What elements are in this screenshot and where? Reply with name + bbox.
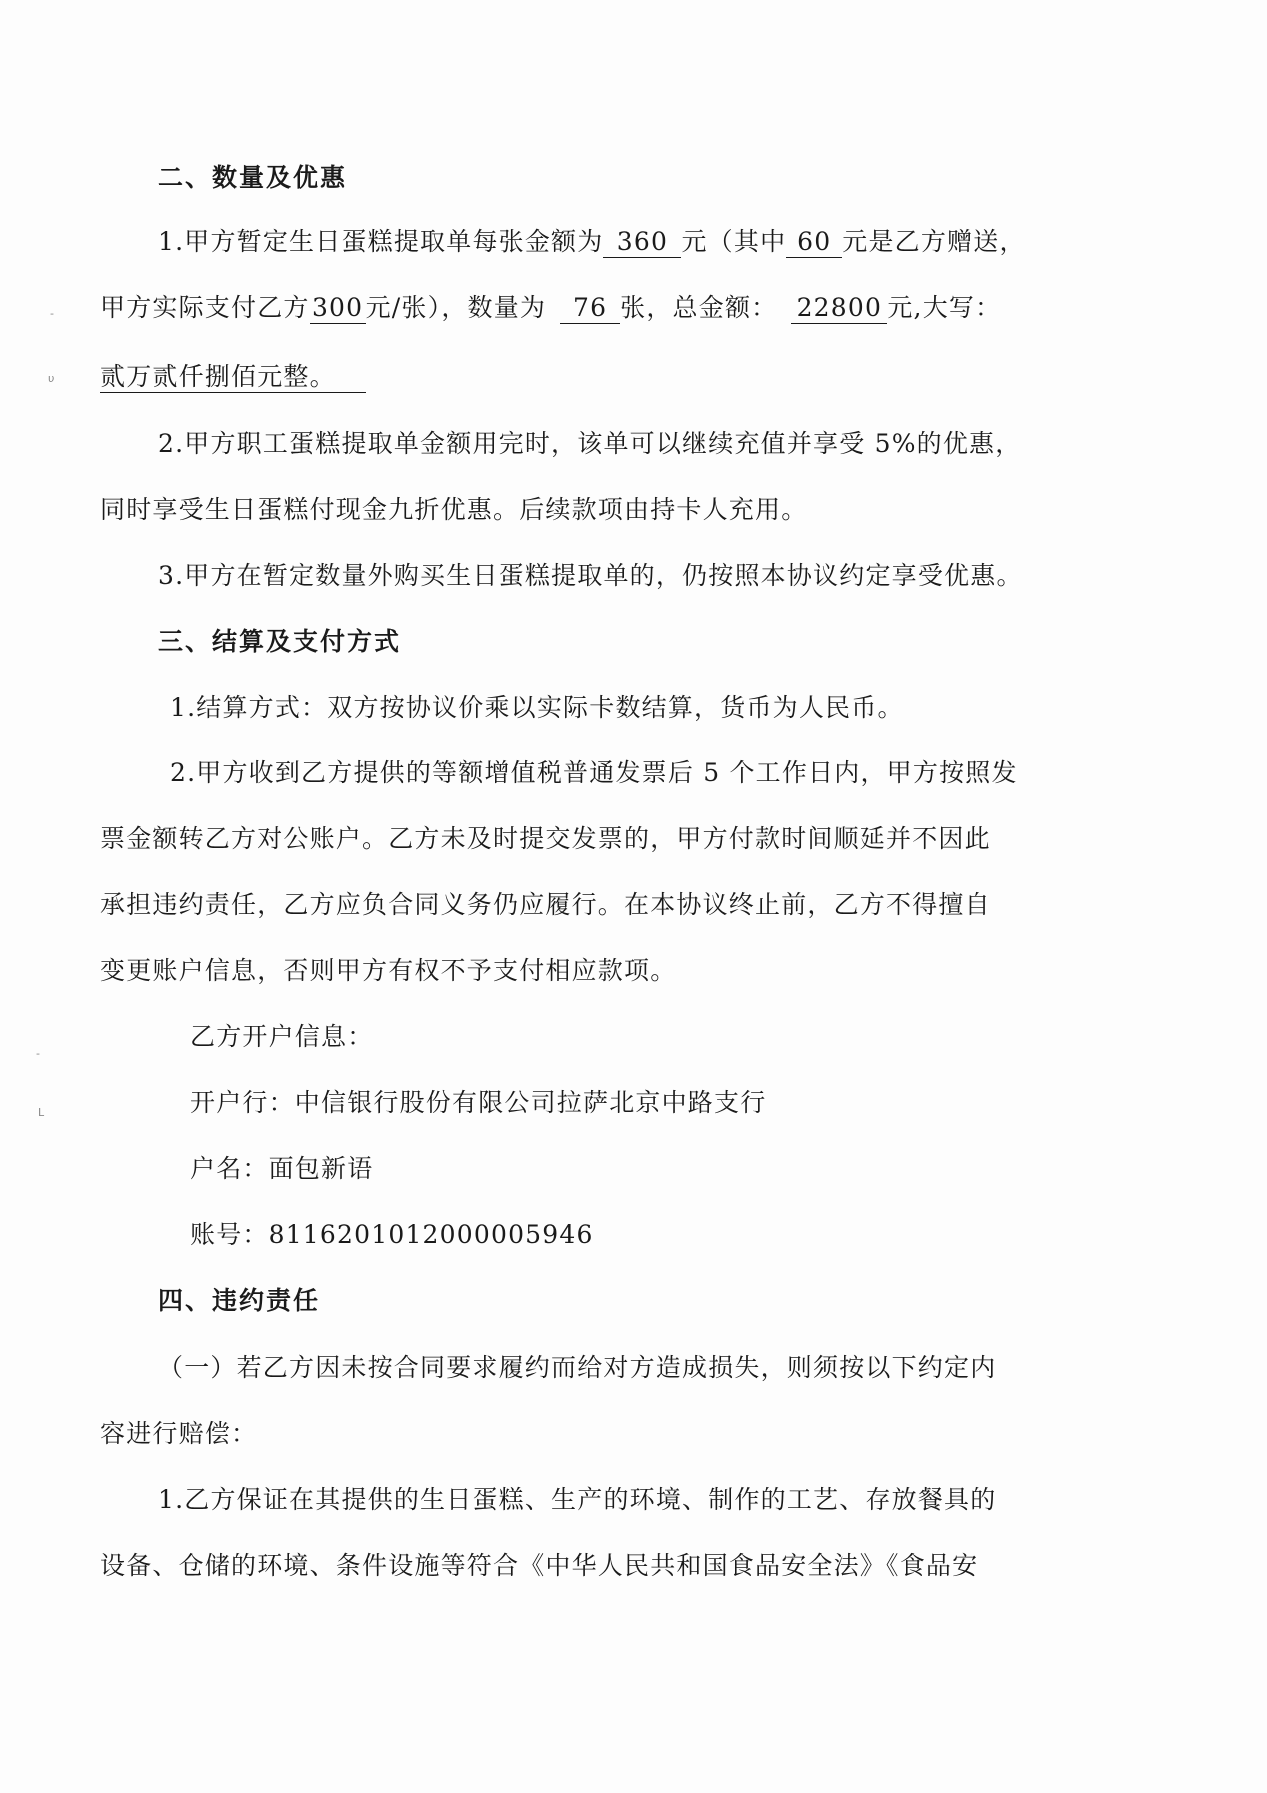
section2-heading: 二、数量及优惠 [158, 163, 348, 192]
account-name: 户名：面包新语 [190, 1154, 374, 1183]
bank-name: 开户行：中信银行股份有限公司拉萨北京中路支行 [190, 1088, 767, 1117]
section4-heading: 四、违约责任 [158, 1286, 321, 1315]
text-span: 甲方实际支付乙方 [100, 293, 310, 322]
text-span: 元（其中 [681, 227, 787, 256]
section3-item1: 1.结算方式：双方按协议价乘以实际卡数结算，货币为人民币。 [170, 693, 904, 722]
paid-amount: 300 [310, 293, 366, 324]
unit-price: 360 [603, 227, 681, 258]
section4-para-line2: 容进行赔偿： [100, 1419, 258, 1448]
section2-item2-line1: 2.甲方职工蛋糕提取单金额用完时，该单可以继续充值并享受 5%的优惠， [158, 429, 1022, 458]
section2-item1-line1 [158, 222, 1267, 262]
account-number: 账号：8116201012000005946 [190, 1220, 594, 1249]
section3-item2-line3: 承担违约责任，乙方应负合同义务仍应履行。在本协议终止前，乙方不得擅自 [100, 890, 991, 919]
text-span: 张，总金额： [620, 293, 778, 322]
section2-item3: 3.甲方在暂定数量外购买生日蛋糕提取单的，仍按照本协议约定享受优惠。 [158, 561, 1023, 590]
section4-item1-line2: 设备、仓储的环境、条件设施等符合《中华人民共和国食品安全法》《食品安 [100, 1551, 979, 1580]
account-info-title: 乙方开户信息： [190, 1022, 374, 1051]
margin-mark: - [50, 307, 54, 320]
section2-item1-line2 [100, 288, 1267, 328]
section4-para-line1: （一）若乙方因未按合同要求履约而给对方造成损失，则须按以下约定内 [158, 1353, 997, 1382]
gift-amount: 60 [786, 227, 842, 258]
margin-mark: - [36, 1047, 40, 1060]
section3-item2-line1: 2.甲方收到乙方提供的等额增值税普通发票后 5 个工作日内，甲方按照发 [170, 758, 1018, 787]
section2-item1-line3 [100, 357, 1267, 397]
quantity: 76 [560, 293, 620, 324]
margin-mark: L [38, 1106, 45, 1119]
section3-heading: 三、结算及支付方式 [158, 627, 402, 656]
total-amount: 22800 [791, 293, 887, 324]
margin-mark: υ [48, 372, 55, 385]
total-in-words: 贰万贰仟捌佰元整。 [100, 362, 366, 393]
section3-item2-line4: 变更账户信息，否则甲方有权不予支付相应款项。 [100, 956, 677, 985]
section3-item2-line2: 票金额转乙方对公账户。乙方未及时提交发票的，甲方付款时间顺延并不因此 [100, 824, 991, 853]
text-span: 元是乙方赠送， [842, 227, 1026, 256]
text-span: 元/张），数量为 [365, 293, 547, 322]
section2-item2-line2: 同时享受生日蛋糕付现金九折优惠。后续款项由持卡人充用。 [100, 495, 808, 524]
text-span: 1.甲方暂定生日蛋糕提取单每张金额为 [158, 227, 604, 256]
section4-item1-line1: 1.乙方保证在其提供的生日蛋糕、生产的环境、制作的工艺、存放餐具的 [158, 1485, 997, 1514]
text-span: 元,大写： [887, 293, 1002, 322]
